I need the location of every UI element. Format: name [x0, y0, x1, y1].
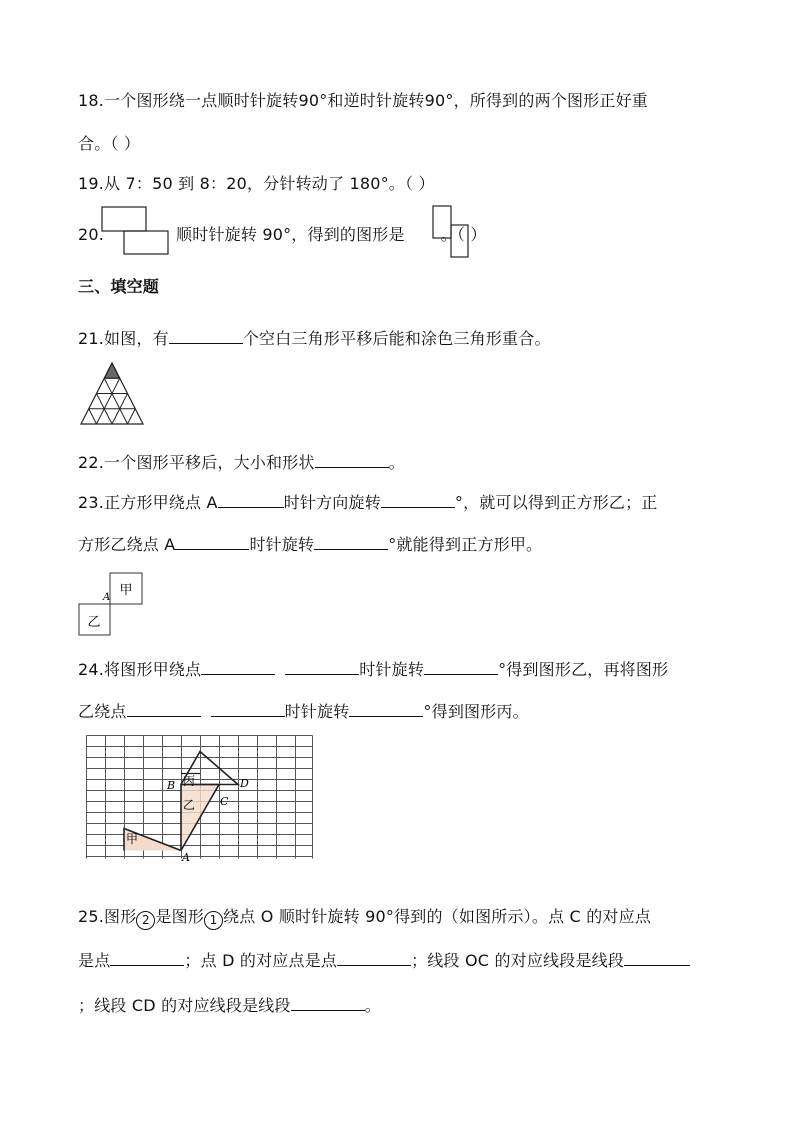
q25-text-d: 是点 [78, 951, 111, 970]
q24-blank-6[interactable] [349, 700, 423, 717]
q24-label-A: A [182, 851, 190, 864]
q23-text-b: 时针方向旋转 [283, 493, 381, 512]
q21-triangle-figure [79, 361, 145, 427]
q22-text-b: 。 [388, 453, 405, 472]
q23-text-d: 方形乙绕点 A [78, 535, 176, 554]
q18-line2: 合。（ ） [78, 134, 141, 153]
q21-line [78, 326, 551, 349]
q24-label-bing: 丙 [183, 774, 196, 788]
q25-text-c: 绕点 O 顺时针旋转 90°得到的（如图所示）。点 C 的对应点 [223, 907, 652, 926]
q24-label-C: C [220, 795, 229, 808]
section-heading: 三、填空题 [78, 277, 160, 296]
q24-label-B: B [167, 779, 176, 792]
q23-text-e: 时针旋转 [249, 535, 315, 554]
q24-text-c: °得到图形乙，再将图形 [498, 660, 669, 679]
q24-text-a: 24.将图形甲绕点 [78, 660, 202, 679]
q24-blank-3[interactable] [424, 658, 498, 675]
q25-blank-1[interactable] [110, 949, 184, 966]
q25-line2 [78, 948, 690, 971]
q20-middle: 顺时针旋转 90°，得到的图形是 [176, 225, 405, 244]
q25-text-h: 。 [364, 996, 381, 1015]
q20-figure-original [100, 206, 172, 256]
q21-text-b: 个空白三角形平移后能和涂色三角形重合。 [242, 329, 551, 348]
q25-blank-4[interactable] [291, 994, 365, 1011]
q24-text-d: 乙绕点 [78, 702, 127, 721]
q21-shaded-triangle [104, 363, 120, 378]
q25-line1 [78, 904, 651, 930]
q23-label-yi: 乙 [87, 615, 101, 630]
q23-text-c: °，就可以得到正方形乙；正 [454, 493, 658, 512]
q24-blank-4[interactable] [127, 700, 201, 717]
q24-label-D: D [240, 777, 249, 790]
q23-blank-1[interactable] [218, 491, 284, 508]
q25-text-e: ；点 D 的对应点是点 [184, 951, 338, 970]
q24-blank-2[interactable] [285, 658, 359, 675]
q24-text-f: °得到图形丙。 [423, 702, 529, 721]
q24-line2 [78, 699, 529, 722]
q25-blank-3[interactable] [624, 949, 690, 966]
q24-label-jia: 甲 [126, 832, 139, 846]
q25-text-g: ；线段 CD 的对应线段是线段 [78, 996, 291, 1015]
q25-text-b: 是图形 [155, 907, 205, 926]
q24-label-yi: 乙 [183, 798, 196, 812]
q21-text-a: 21.如图，有 [78, 329, 169, 348]
q23-blank-4[interactable] [314, 533, 388, 550]
q22-text-a: 22.一个图形平移后，大小和形状 [78, 453, 315, 472]
q25-text-a: 25.图形 [78, 907, 137, 926]
q25-circled-2: 2 [136, 911, 155, 930]
q25-blank-2[interactable] [337, 949, 411, 966]
q23-blank-3[interactable] [175, 533, 249, 550]
q23-text-a: 23.正方形甲绕点 A [78, 493, 218, 512]
q23-text-f: °就能得到正方形甲。 [388, 535, 543, 554]
q18-line1: 18.一个图形绕一点顺时针旋转90°和逆时针旋转90°，所得到的两个图形正好重 [78, 91, 648, 110]
q25-circled-1: 1 [204, 911, 223, 930]
q24-text-e: 时针旋转 [284, 702, 350, 721]
q23-label-jia: 甲 [119, 583, 133, 598]
q22-line [78, 450, 405, 473]
q25-text-f: ；线段 OC 的对应线段是线段 [411, 951, 625, 970]
q19-text: 19.从 7：50 到 8：20，分针转动了 180°。（ ） [78, 174, 435, 193]
q23-blank-2[interactable] [381, 491, 455, 508]
q23-line2 [78, 532, 542, 555]
q24-grid-figure [86, 735, 314, 864]
q21-blank[interactable] [169, 327, 243, 344]
q20-number: 20. [78, 225, 105, 244]
q24-text-b: 时针旋转 [359, 660, 425, 679]
q22-blank[interactable] [315, 451, 389, 468]
q24-line1 [78, 657, 668, 680]
q25-line3 [78, 993, 381, 1016]
q24-blank-5[interactable] [211, 700, 285, 717]
q23-line1 [78, 490, 658, 513]
q23-label-A: A [103, 592, 111, 603]
q23-squares-figure [78, 572, 144, 638]
q20-end: 。（ ） [440, 225, 487, 244]
q20-figure-rotated [432, 205, 472, 259]
q24-blank-1[interactable] [201, 658, 275, 675]
